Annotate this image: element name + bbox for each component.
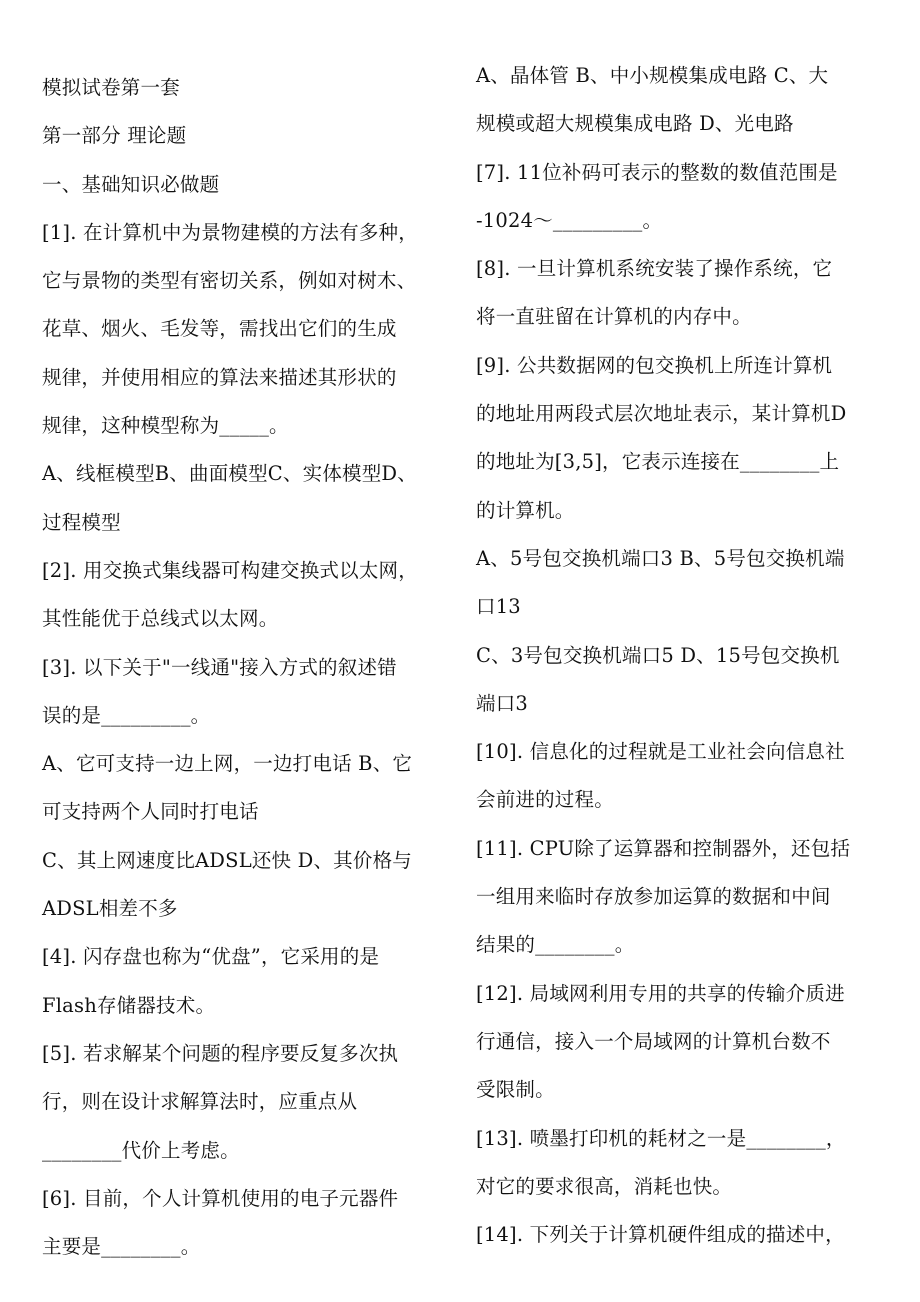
question-4-text: [4]. 闪存盘也称为“优盘”，它采用的是: [42, 945, 380, 969]
question-9-options: A、5号包交换机端口3 B、5号包交换机端: [476, 546, 845, 570]
question-3-options: ADSL相差不多: [42, 897, 178, 921]
question-7-text: -1024～_________。: [476, 208, 663, 232]
question-1-text: 它与景物的类型有密切关系，例如对树木、: [42, 269, 417, 293]
question-1-options: A、线框模型B、曲面模型C、实体模型D、: [42, 462, 417, 486]
question-8-text: 将一直驻留在计算机的内存中。: [476, 305, 752, 329]
question-9-text: [9]. 公共数据网的包交换机上所连计算机: [476, 353, 833, 377]
question-10-text: [10]. 信息化的过程就是工业社会向信息社: [476, 740, 845, 764]
question-3-text: 误的是_________。: [42, 703, 211, 727]
question-13-text: [13]. 喷墨打印机的耗材之一是________，: [476, 1126, 846, 1150]
question-4-text: Flash存储器技术。: [42, 993, 216, 1017]
question-6-text: 主要是________。: [42, 1235, 201, 1259]
question-11-text: 结果的________。: [476, 933, 635, 957]
right-column: [476, 52, 884, 1259]
question-9-options: 口13: [476, 595, 521, 619]
question-5-text: ________代价上考虑。: [42, 1138, 240, 1162]
question-3-options: A、它可支持一边上网，一边打电话 B、它: [42, 752, 413, 776]
question-8-text: [8]. 一旦计算机系统安装了操作系统，它: [476, 257, 833, 281]
question-5-text: 行，则在设计求解算法时，应重点从: [42, 1090, 358, 1114]
question-13-text: 对它的要求很高，消耗也快。: [476, 1174, 733, 1198]
question-6-options: 规模或超大规模集成电路 D、光电路: [476, 112, 794, 136]
left-column: [42, 52, 450, 1271]
question-10-text: 会前进的过程。: [476, 788, 614, 812]
section-heading: 第一部分 理论题: [42, 124, 187, 148]
question-6-text: [6]. 目前，个人计算机使用的电子元器件: [42, 1186, 399, 1210]
question-9-options: C、3号包交换机端口5 D、15号包交换机: [476, 643, 840, 667]
question-3-text: [3]. 以下关于"一线通"接入方式的叙述错: [42, 655, 397, 679]
doc-title: 模拟试卷第一套: [42, 76, 180, 99]
question-5-text: [5]. 若求解某个问题的程序要反复多次执: [42, 1041, 399, 1065]
question-3-options: 可支持两个人同时打电话: [42, 800, 259, 824]
question-7-text: [7]. 11位补码可表示的整数的数值范围是: [476, 160, 838, 184]
question-1-text: 规律，这种模型称为_____。: [42, 414, 289, 438]
question-9-text: 的地址用两段式层次地址表示，某计算机D: [476, 402, 847, 426]
question-1-text: 花草、烟火、毛发等，需找出它们的生成: [42, 317, 397, 341]
question-3-options: C、其上网速度比ADSL还快 D、其价格与: [42, 848, 412, 872]
question-9-text: 的地址为[3,5]，它表示连接在________上: [476, 450, 840, 474]
question-11-text: [11]. CPU除了运算器和控制器外，还包括: [476, 836, 851, 860]
question-9-text: 的计算机。: [476, 498, 575, 522]
question-1-text: [1]. 在计算机中为景物建模的方法有多种，: [42, 220, 418, 244]
question-2-text: 其性能优于总线式以太网。: [42, 607, 279, 631]
question-1-text: 规律，并使用相应的算法来描述其形状的: [42, 365, 397, 389]
question-12-text: [12]. 局域网利用专用的共享的传输介质进: [476, 981, 845, 1005]
question-12-text: 受限制。: [476, 1078, 555, 1102]
question-2-text: [2]. 用交换式集线器可构建交换式以太网，: [42, 558, 418, 582]
question-12-text: 行通信，接入一个局域网的计算机台数不: [476, 1029, 831, 1053]
question-6-options: A、晶体管 B、中小规模集成电路 C、大: [476, 64, 829, 87]
question-9-options: 端口3: [476, 691, 529, 715]
subsection-heading: 一、基础知识必做题: [42, 172, 220, 196]
question-14-text: [14]. 下列关于计算机硬件组成的描述中，: [476, 1223, 845, 1247]
question-1-options: 过程模型: [42, 510, 121, 534]
question-11-text: 一组用来临时存放参加运算的数据和中间: [476, 885, 831, 909]
